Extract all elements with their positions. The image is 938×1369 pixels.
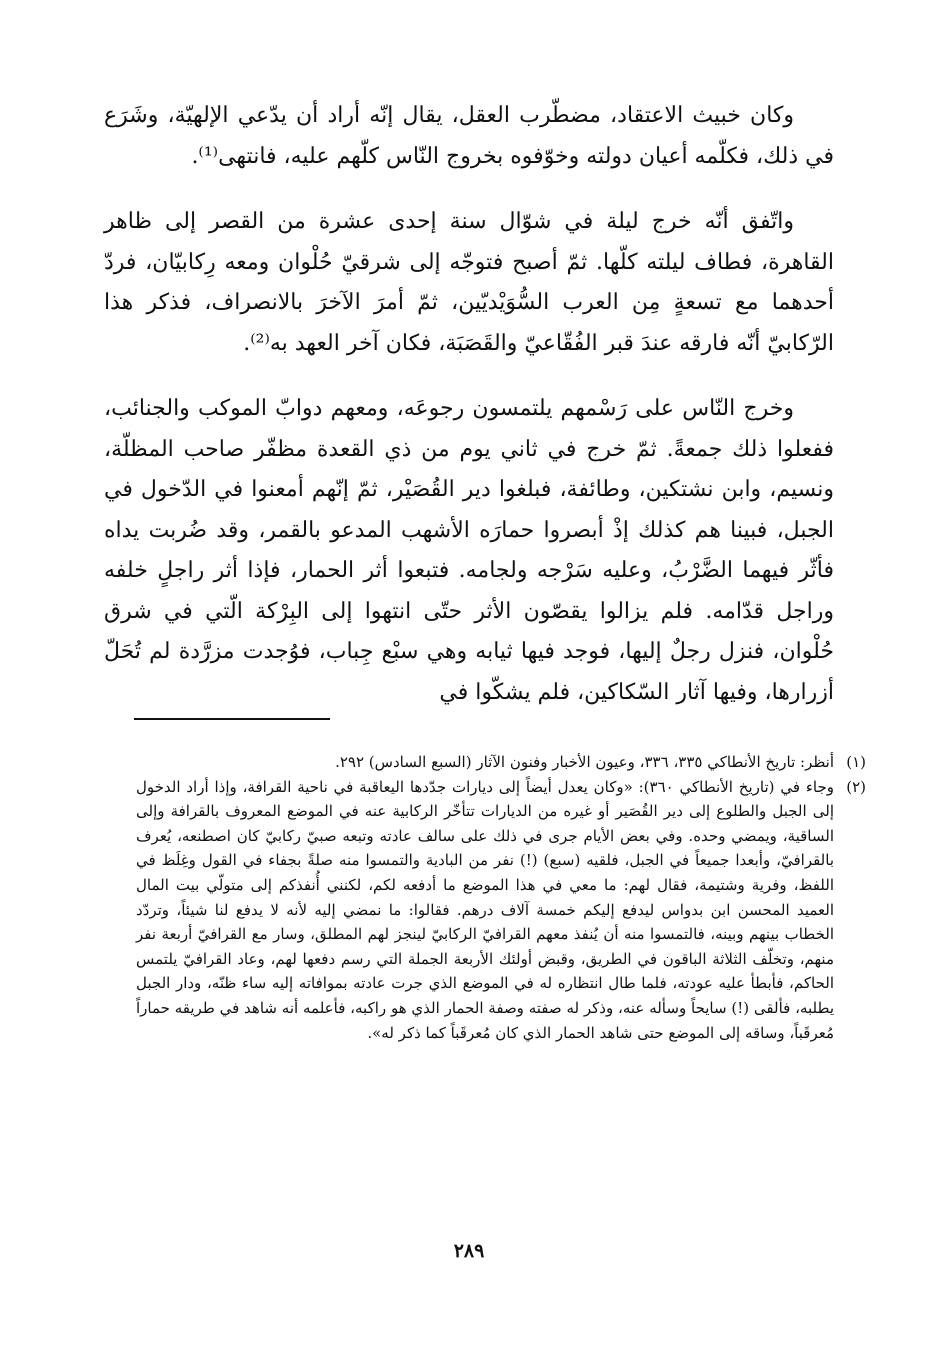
page-number: ٢٨٩ <box>453 1240 485 1262</box>
footnote-2 <box>136 775 866 1046</box>
main-text <box>104 96 834 713</box>
paragraph-3: وخرج النّاس على رَسْمهم يلتمسون رجوعَه، ومعهم دوابّ الموكب والجنائب، ففعلوا ذلك جمعةً. ثمّ خرج في ثاني يوم من ذي القعدة مظفّر صاحب المظلّة، ونسيم، وابن نشتكين، وطائفة، فبلغوا دير القُصَيْر، ثمّ إنّهم أمعنوا في الدّخول في الجبل، فبينا هم كذلك إذْ أبصروا حمارَه الأشهب المدعو بالقمر، وقد ضُربت يداه فأثّر فيهما الضَّرْبُ، وعليه سَرْجه ولجامه. فتبعوا أثر الحمار، فإذا أثر راجلٍ خلفه وراجل قدّامه. فلم يزالوا يقصّون الأثر حتّى انتهوا إلى البِرْكة الّتي في شرق حُلْوان، فنزل رجلٌ إليها، فوجد فيها ثيابه وهي سبْع جِباب، فوُجدت مزرَّدة لم تُحَلّ أزرارها، وفيها آثار السّكاكين، فلم يشكّوا في <box>104 396 834 705</box>
footnote-number: (١) <box>846 753 866 771</box>
footnote-number: (٢) <box>846 777 866 796</box>
footnote-text: أنظر: تاريخ الأنطاكي ٣٣٥، ٣٣٦، وعيون الأخبار وفنون الآثار (السبع السادس) ٢٩٢. <box>335 753 834 771</box>
footnote-1 <box>136 750 866 775</box>
footnote-text: وجاء في (تاريخ الأنطاكي ٣٦٠): «وكان يعدل أيضاً إلى ديارات جدّدها اليعاقبة في ناحية القرافة، وإذا أراد الدخول إلى الجبل والطلوع إلى دير القُصَير أو غيره من الديارات تتأخّر الركابية عنه في الموضع المعروف بالقرافة وإلى الساقية، ويمضي وحده. وفي بعض الأيام جرى في ذلك على سالف عادته وتبعه صبيّ ركابيّ كان اصطنعه، يُعرف بالقرافيّ، وأبعدا جميعاً في الجبل، فلقيه (سبع) (!) نفر من البادية والتمسوا منه صلةً بجفاء في القول وغِلَظ في اللفظ، وفرية وشتيمة، فقال لهم: ما معي في هذا الموضع ما أدفعه لكم، لكنني أُنفذكم إلى متولّي بيت المال العميد المحسن ابن بدواس ليدفع إليكم خمسة آلاف درهم. فقالوا: ما نمضي إليه لأنه لا يدفع لنا شيئاً، وتردّد الخطاب بينهم وبينه، فالتمسوا منه أن يُنفذ معهم القرافيّ الركابيّ لينجز لهم المطلق، وسار مع القرافيّ أربعة نفر منهم، وتخلّف الثلاثة الباقون في الطريق، وقبض أولئك الأربعة الجملة التي رسم دفعها لهم، وعاد القرافيّ يلتمس الحاكم، فأبطأ عليه عودته، فلما طال انتظاره له في الموضع الذي جرت عادته بموافاته إليه ساء ظنّه، ودار الجبل يطلبه، فألقى (!) سايحاً وسأله عنه، وذكر له صفته وصفة الحمار الذي هو راكبه، فأعلمه أنه شاهد في طريقه حماراً مُعرقَباً، وساقه إلى الموضع حتى شاهد الحمار الذي كان مُعرقَباً كما ذكر له». <box>136 777 834 1042</box>
footnote-separator <box>134 718 330 720</box>
footnotes <box>136 750 866 1045</box>
paragraph-2: واتّفق أنّه خرج ليلة في شوّال سنة إحدى عشرة من القصر إلى ظاهر القاهرة، فطاف ليلته كلّها. ثمّ أصبح فتوجّه إلى شرقيّ حُلْوان ومعه رِكابيّان، فردّ أحدهما مع تسعةٍ مِن العرب السُّوَيْديّين، ثمّ أمرَ الآخرَ بالانصراف، فذكر هذا الرّكابيّ أنّه فارقه عندَ قبر الفُقّاعيّ والقَصَبَة، فكان آخر العهد به⁽²⁾. <box>104 209 834 356</box>
paragraph-1: وكان خبيث الاعتقاد، مضطّرب العقل، يقال إنّه أراد أن يدّعي الإلهيّة، وشَرَع في ذلك، فكلّمه أعيان دولته وخوّفوه بخروج النّاس كلّهم عليه، فانتهى⁽¹⁾. <box>104 103 834 169</box>
